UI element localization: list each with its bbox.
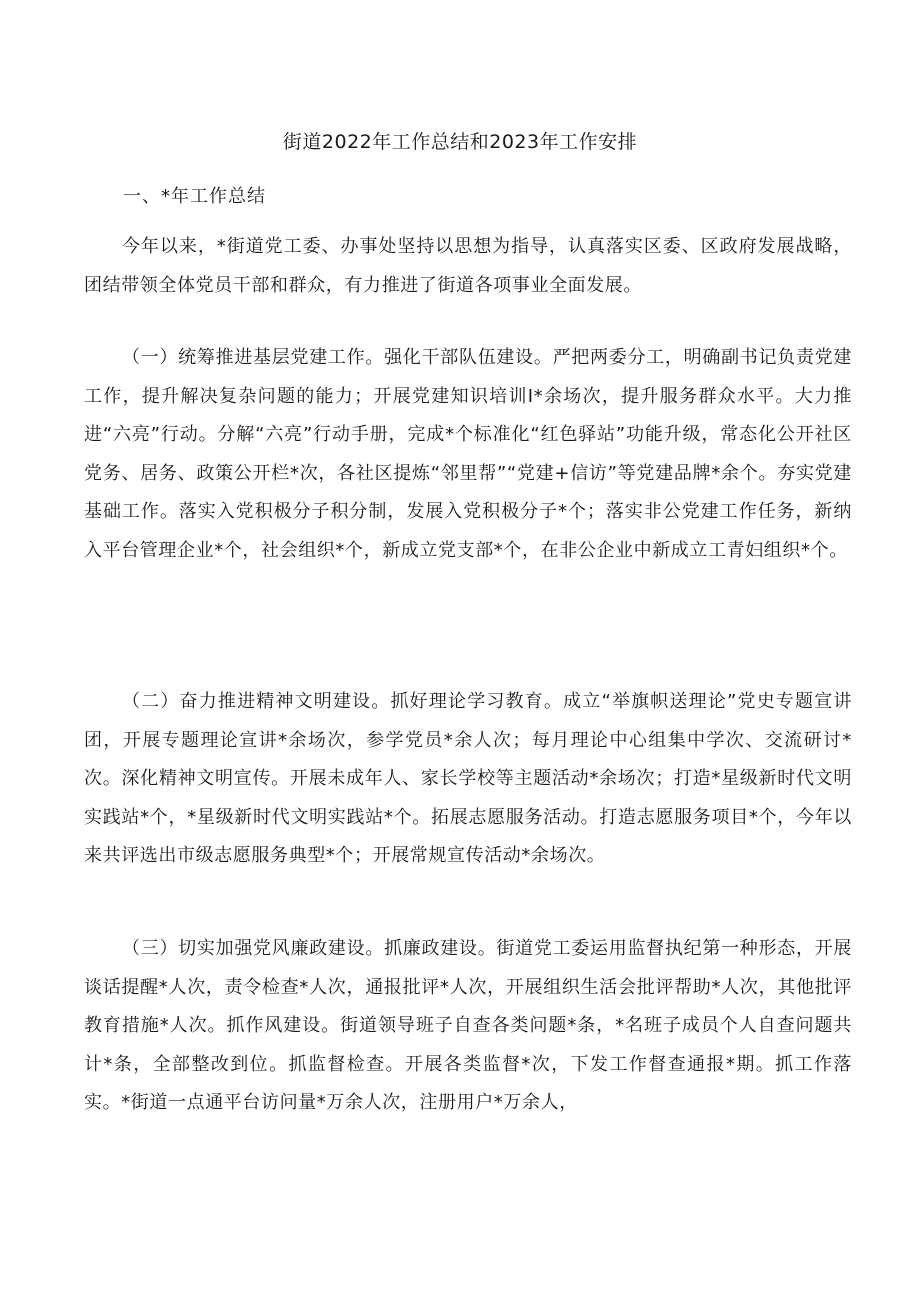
section-heading: 一、*年工作总结	[123, 186, 266, 207]
document-title: 街道2022年工作总结和2023年工作安排	[282, 131, 638, 153]
paragraph-party-building: （一）统筹推进基层党建工作。强化干部队伍建设。严把两委分工，明确副书记负责党建工作，提升解决复杂问题的能力；开展党建知识培训I*余场次，提升服务群众水平。大力推进“六亮”行动。分解“六亮”行动手册，完成*个标准化“红色驿站”功能升级，常态化公开社区党务、居务、政策公开栏*次，各社区提炼“邻里帮”“党建+信访”等党建品牌*余个。夯实党建基础工作。落实入党积极分子积分制，发展入党积极分子*个；落实非公党建工作任务，新纳入平台管理企业*个，社会组织*个，新成立党支部*个，在非公企业中新成立工青妇组织*个。	[84, 347, 852, 561]
paragraph-integrity: （三）切实加强党风廉政建设。抓廉政建设。街道党工委运用监督执纪第一种形态，开展谈话提醒*人次，责令检查*人次，通报批评*人次，开展组织生活会批评帮助*人次，其他批评教育措施*人次。抓作风建设。街道领导班子自查各类问题*条，*名班子成员个人自查问题共计*条，全部整改到位。抓监督检查。开展各类监督*次，下发工作督查通报*期。抓工作落实。*街道一点通平台访问量*万余人次，注册用户*万余人，	[84, 938, 852, 1114]
paragraph-civilization: （二）奋力推进精神文明建设。抓好理论学习教育。成立“举旗帜送理论”党史专题宣讲团，开展专题理论宣讲*余场次，参学党员*余人次；每月理论中心组集中学次、交流研讨*次。深化精神文明宣传。开展未成年人、家长学校等主题活动*余场次；打造*星级新时代文明实践站*个，*星级新时代文明实践站*个。拓展志愿服务活动。打造志愿服务项目*个，今年以来共评选出市级志愿服务典型*个；开展常规宣传活动*余场次。	[84, 691, 852, 867]
paragraph-intro: 今年以来，*街道党工委、办事处坚持以思想为指导，认真落实区委、区政府发展战略，团结带领全体党员干部和群众，有力推进了街道各项事业全面发展。	[84, 236, 852, 296]
